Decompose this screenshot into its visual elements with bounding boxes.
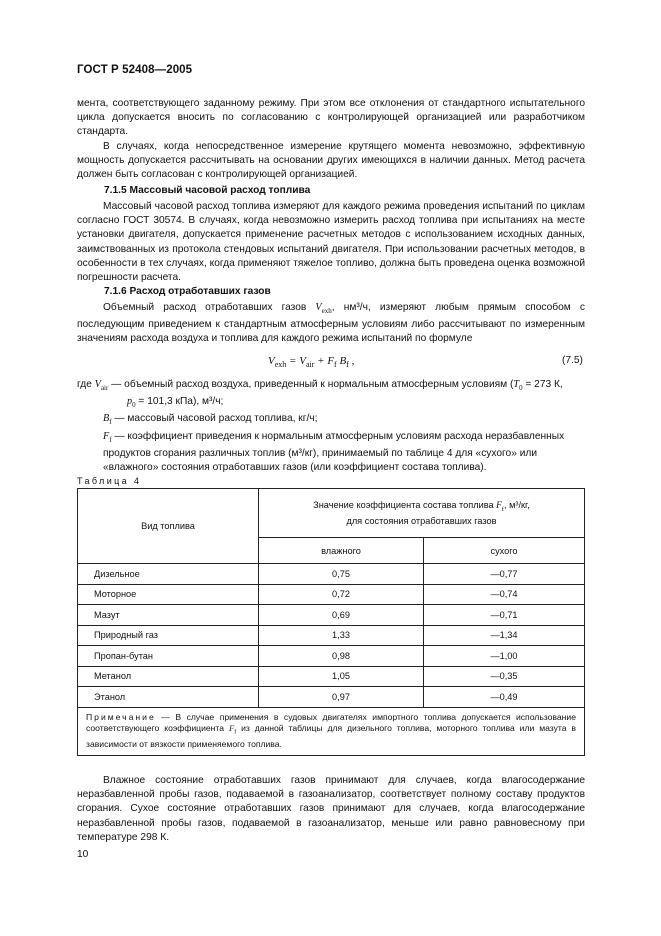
cell-dry: —1,34: [424, 625, 585, 646]
cell-wet: 0,97: [259, 687, 424, 708]
header-coefficient-group: [259, 489, 585, 538]
formula-number: (7.5): [562, 355, 583, 366]
paragraph-wet-dry-state: Влажное состояние отработавших газов принимают для случаев, когда влагосодержание неразбавленной пробы газов, подаваемой в газоанализатор, соответствует полному составу продуктов сгорания. Сухое состояние отработавших газов принимают для случаев, когда влагосодержание неразбавленной пробы газов, подаваемой в газоанализатор, меньше или равно равновесному при температуре 298 К.: [77, 775, 585, 843]
symbol-p0: $p_0$: [127, 396, 136, 410]
header-group-text-b: , м³/кг,: [503, 499, 530, 510]
cell-fuel: Пропан-бутан: [78, 646, 259, 667]
symbol-v-air: $V_{air}$: [94, 379, 109, 393]
table-caption: Таблица 4: [77, 476, 142, 486]
table-note: [78, 707, 585, 755]
cell-dry: —0,35: [424, 666, 585, 687]
legend-p0-value: = 101,3 кПа), м³/ч;: [135, 396, 224, 408]
cell-dry: —0,49: [424, 687, 585, 708]
table-note-row: [78, 707, 585, 755]
header-fuel-type: Вид топлива: [78, 489, 259, 564]
header-group-text-c: для состояния отработавших газов: [346, 516, 497, 527]
header-group-text-a: Значение коэффициента состава топлива: [313, 499, 497, 510]
cell-dry: —1,00: [424, 646, 585, 667]
cell-wet: 1,05: [259, 666, 424, 687]
cell-fuel: Мазут: [78, 605, 259, 626]
paragraph-continuation: мента, соответствующего заданному режиму. При этом все отклонения от стандартного испытательного цикла допускается вносить по согласованию с контролирующей организацией или разработчиком стандарта.: [77, 98, 585, 138]
formula-expression: $V_{exh} = V_{air} + F_f$ $B_f$ ,: [268, 355, 355, 370]
cell-fuel: Природный газ: [78, 625, 259, 646]
table-row: [78, 646, 585, 667]
table-row: [78, 584, 585, 605]
cell-dry: —0,71: [424, 605, 585, 626]
legend-v-air-text: — объемный расход воздуха, приведенный к нормальным атмосферным условиям (: [108, 379, 514, 390]
legend-v-air: [77, 378, 587, 395]
note-text-a: — В случае применения в судовых двигателях импортного топлива допускается использование соответствующего коэффициента: [86, 711, 576, 733]
legend-where-word: где: [77, 379, 95, 390]
paragraph-exhaust-flow-part1: Объемный расход отработавших газов: [103, 302, 316, 313]
table-row: [78, 564, 585, 585]
document-header: ГОСТ Р 52408—2005: [77, 64, 193, 76]
legend-b-f-text: — массовый часовой расход топлива, кг/ч;: [111, 413, 318, 425]
cell-wet: 0,72: [259, 584, 424, 605]
cell-fuel: Метанол: [78, 666, 259, 687]
formula-legend: [77, 378, 587, 475]
page-number: 10: [77, 849, 89, 860]
paragraph-exhaust-flow: [77, 301, 585, 347]
cell-wet: 0,75: [259, 564, 424, 585]
cell-dry: —0,77: [424, 564, 585, 585]
section-heading-7-1-6: 7.1.6 Расход отработавших газов: [104, 286, 271, 297]
cell-fuel: Этанол: [78, 687, 259, 708]
header-dry: сухого: [424, 538, 585, 564]
table-row: [78, 605, 585, 626]
cell-wet: 0,69: [259, 605, 424, 626]
legend-f-f-text: — коэффициент приведения к нормальным атмосферным условиям расхода неразбавленных продуктов сгорания различных топлив (м³/кг), принимаемый по таблице 4 для «сухого» или «влажного» состояния отработавших газов (или коэффициент состава топлива).: [103, 430, 565, 474]
table-body: [78, 564, 585, 708]
cell-wet: 0,98: [259, 646, 424, 667]
table-row: [78, 666, 585, 687]
fuel-coefficient-table: [77, 488, 585, 756]
legend-b-f: [77, 412, 587, 429]
paragraph-torque: В случаях, когда непосредственное измерение крутящего момента невозможно, эффективную мощность допускается рассчитывать на основании других имеющихся в наличии данных. Метод расчета должен быть согласован с контролирующей организацией.: [77, 141, 585, 181]
section-heading-7-1-5: 7.1.5 Массовый часовой расход топлива: [104, 185, 311, 196]
note-text-b: из данной таблицы для дизельного топлива, моторного топлива или мазута в зависимости от вязкости применяемого топлива.: [86, 723, 576, 750]
cell-dry: —0,74: [424, 584, 585, 605]
legend-p0: [77, 395, 587, 412]
symbol-v-exh: $V_{exh}$: [315, 302, 332, 316]
symbol-t0: $T_0$: [513, 379, 523, 393]
legend-f-f: [77, 430, 587, 476]
table-row: [78, 687, 585, 708]
header-wet: влажного: [259, 538, 424, 564]
note-label: Примечание: [86, 711, 156, 722]
paragraph-exhaust-flow-part2: , нм³/ч, измеряют любым прямым способом с последующим приведением к стандартным атмосферным условиям либо рассчитывают по измеренным значениям расхода воздуха и топлива для каждого режима испытаний по формуле: [77, 302, 585, 345]
symbol-f-f-header: $F_f$: [496, 499, 504, 513]
symbol-f-f-note: $F_f$: [228, 723, 237, 736]
paragraph-fuel-consumption: Массовый часовой расход топлива измеряют для каждого режима проведения испытаний по циклам согласно ГОСТ 30574. В случаях, когда невозможно измерить расход топлива при испытаниях на месте установки двигателя, допускается применение расчетных методов с использованием исходных данных, заимствованных из протокола стендовых испытаний двигателя. При использовании расчетных методов, в особенности в тех случаях, когда применяют тяжелое топливо, должна быть проведена оценка возможной погрешности расчета.: [77, 201, 586, 284]
cell-wet: 1,33: [259, 625, 424, 646]
symbol-f-f: $F_f$: [103, 430, 112, 444]
cell-fuel: Моторное: [78, 584, 259, 605]
legend-t0-value: = 273 К,: [522, 379, 563, 390]
symbol-b-f: $B_f$: [103, 413, 112, 427]
cell-fuel: Дизельное: [78, 564, 259, 585]
table-row: [78, 625, 585, 646]
table-header-row: [78, 489, 585, 538]
